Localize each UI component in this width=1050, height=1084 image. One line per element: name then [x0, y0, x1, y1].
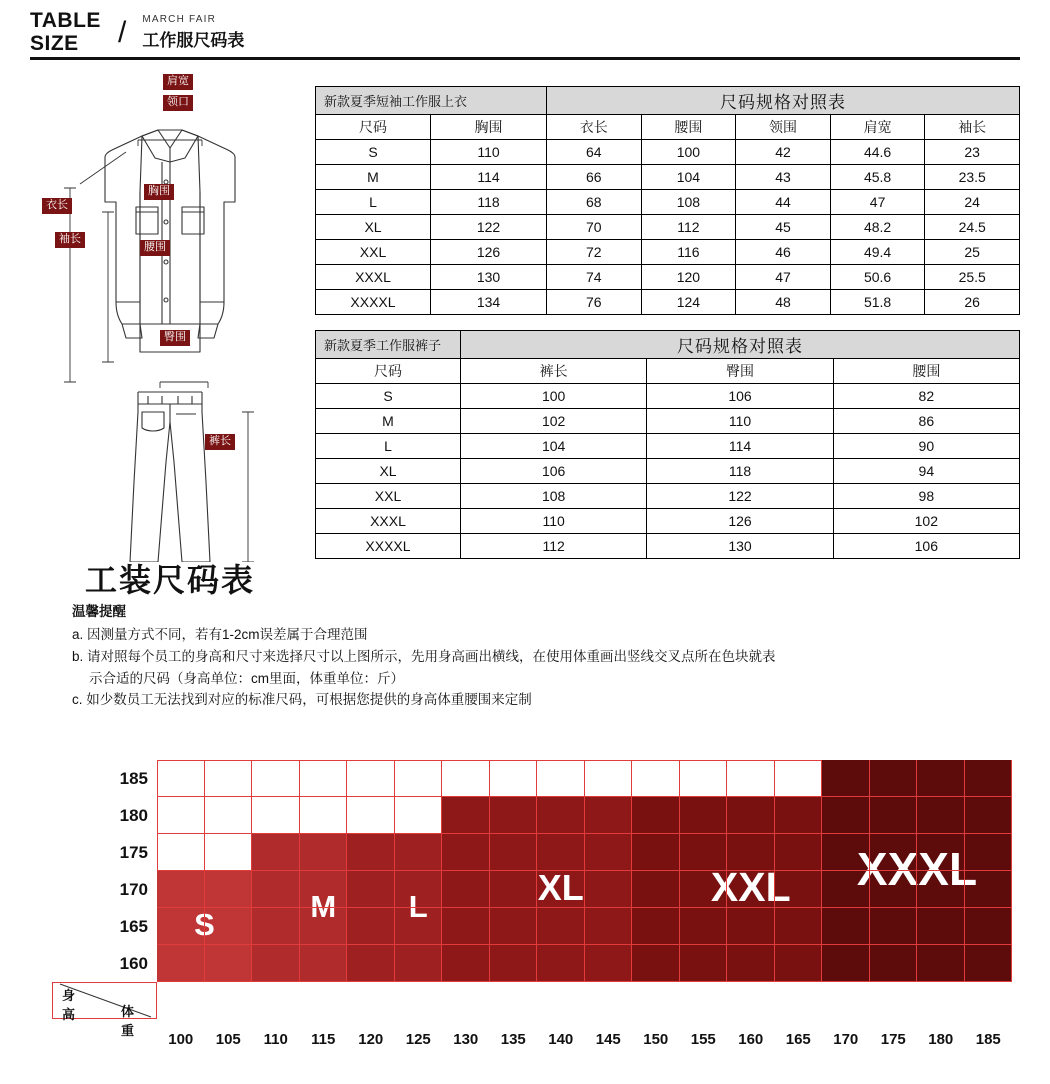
heatmap-cell [157, 871, 205, 908]
heatmap-cell [585, 760, 633, 797]
heatmap-cell [205, 945, 253, 982]
heatmap-cell [347, 760, 395, 797]
cell: 51.8 [830, 290, 925, 315]
cell: 48.2 [830, 215, 925, 240]
heatmap-x-label: 115 [311, 1031, 336, 1048]
heatmap-cell [632, 871, 680, 908]
heatmap-cell [585, 871, 633, 908]
heatmap-cell [632, 834, 680, 871]
heatmap-cell [727, 760, 775, 797]
heatmap-cell [870, 834, 918, 871]
heatmap-cell [775, 760, 823, 797]
cell: 130 [647, 534, 833, 559]
heatmap-cell [442, 797, 490, 834]
heatmap-y-label: 175 [119, 843, 148, 862]
brand-name: MARCH FAIR [142, 14, 217, 26]
pants-table-title-center: 尺码规格对照表 [461, 331, 1020, 359]
cell: 44 [736, 190, 831, 215]
cell: 48 [736, 290, 831, 315]
cell: 134 [431, 290, 547, 315]
cell: 23 [925, 140, 1020, 165]
heatmap-cell [300, 834, 348, 871]
heatmap-x-label: 135 [500, 1031, 526, 1048]
cell: 74 [547, 265, 642, 290]
heatmap-cell [775, 871, 823, 908]
corner-label-height: 身高 [62, 988, 76, 1022]
heatmap-cell [347, 797, 395, 834]
cell: 25.5 [925, 265, 1020, 290]
heatmap-cell [917, 945, 965, 982]
heatmap-cell [347, 945, 395, 982]
heatmap-cell [727, 871, 775, 908]
heatmap-cell [822, 834, 870, 871]
cell: 45.8 [830, 165, 925, 190]
header-title-line1: TABLE [30, 9, 101, 33]
heatmap-cell [822, 760, 870, 797]
heatmap-cell [205, 908, 253, 945]
cell: 98 [833, 484, 1019, 509]
page-title: 工作服尺码表 [142, 30, 245, 50]
heatmap-cell [252, 760, 300, 797]
heatmap-cell [442, 871, 490, 908]
heatmap-cell [252, 797, 300, 834]
section-title: 工装尺码表 [85, 562, 256, 598]
notes-block [72, 601, 972, 711]
heatmap-y-label: 185 [119, 769, 148, 788]
heatmap-cell [252, 834, 300, 871]
table-row [316, 534, 1020, 559]
cell: 102 [833, 509, 1019, 534]
heatmap-cell [395, 834, 443, 871]
heatmap-label-s: S [194, 907, 215, 943]
cell: 47 [830, 190, 925, 215]
cell: XL [316, 459, 461, 484]
heatmap-cell [680, 945, 728, 982]
heatmap-cell [490, 834, 538, 871]
pants-table-title-row [316, 331, 1020, 359]
heatmap-x-label: 175 [880, 1031, 906, 1048]
cell: L [316, 434, 461, 459]
heatmap-cell [537, 760, 585, 797]
heatmap-cell [822, 797, 870, 834]
heatmap-cell [157, 797, 205, 834]
jacket-table-header [316, 115, 1020, 140]
heatmap-x-label: 180 [928, 1031, 954, 1048]
cell: 108 [461, 484, 647, 509]
heatmap-label-m: M [310, 888, 337, 924]
label-sleeve-length: 袖长 [55, 232, 85, 248]
heatmap-cell [300, 945, 348, 982]
pants-table-title-left: 新款夏季工作服裤子 [316, 331, 461, 359]
note-b-line1: b. 请对照每个员工的身高和尺寸来选择尺寸以上图所示，先用身高画出横线，在使用体重画出竖线交叉点所在色块就表 [72, 648, 776, 664]
heatmap-cell [490, 797, 538, 834]
cell: 94 [833, 459, 1019, 484]
cell: 68 [547, 190, 642, 215]
heatmap-cell [252, 871, 300, 908]
cell: 104 [641, 165, 736, 190]
heatmap-cell [537, 797, 585, 834]
note-a: a. 因测量方式不同，若有1-2cm误差属于合理范围 [72, 626, 368, 642]
heatmap-cell [822, 908, 870, 945]
heatmap-cell [347, 871, 395, 908]
heatmap-cell [395, 945, 443, 982]
notes-title: 温馨提醒 [72, 604, 126, 619]
table-row [316, 434, 1020, 459]
heatmap-y-label: 165 [119, 917, 148, 936]
heatmap-y-label: 180 [119, 806, 148, 825]
heatmap-cell [537, 945, 585, 982]
label-hip: 臀围 [160, 330, 190, 346]
heatmap-cell [917, 760, 965, 797]
heatmap-cell [157, 760, 205, 797]
heatmap-x-label: 165 [785, 1031, 811, 1048]
heatmap-cell [632, 797, 680, 834]
heatmap-label-xl: XL [537, 866, 584, 908]
cell: 45 [736, 215, 831, 240]
cell: 90 [833, 434, 1019, 459]
heatmap-cell [965, 797, 1013, 834]
cell: 25 [925, 240, 1020, 265]
heatmap-cell [965, 871, 1013, 908]
jacket-col-5: 肩宽 [830, 115, 925, 140]
heatmap-cell [917, 908, 965, 945]
heatmap-cell [300, 908, 348, 945]
heatmap-cell [442, 760, 490, 797]
cell: 100 [461, 384, 647, 409]
heatmap-cell [300, 871, 348, 908]
pants-table [315, 330, 1020, 559]
jacket-col-1: 胸围 [431, 115, 547, 140]
heatmap-cell [680, 871, 728, 908]
heatmap-cell [965, 945, 1013, 982]
heatmap-cell [157, 945, 205, 982]
cell: 64 [547, 140, 642, 165]
heatmap-cell [680, 760, 728, 797]
heatmap-cell [395, 908, 443, 945]
table-row [316, 459, 1020, 484]
cell: 43 [736, 165, 831, 190]
heatmap-cell [395, 871, 443, 908]
heatmap-cell [347, 908, 395, 945]
table-row [316, 240, 1020, 265]
pants-col-1: 裤长 [461, 359, 647, 384]
cell: XXL [316, 484, 461, 509]
cell: 82 [833, 384, 1019, 409]
heatmap-cell [822, 945, 870, 982]
table-row [316, 509, 1020, 534]
heatmap-cell [775, 797, 823, 834]
cell: 86 [833, 409, 1019, 434]
cell: XXL [316, 240, 431, 265]
jacket-col-6: 袖长 [925, 115, 1020, 140]
header-brand-block [142, 14, 244, 51]
heatmap-cell [537, 834, 585, 871]
cell: 26 [925, 290, 1020, 315]
heatmap-label-xxxl: XXXL [856, 842, 978, 895]
heatmap-cell [205, 834, 253, 871]
heatmap-x-label: 155 [690, 1031, 716, 1048]
heatmap-cell [822, 871, 870, 908]
heatmap-cell [537, 908, 585, 945]
size-heatmap-chart [52, 760, 1020, 1050]
cell: 42 [736, 140, 831, 165]
table-row [316, 140, 1020, 165]
cell: 104 [461, 434, 647, 459]
cell: M [316, 409, 461, 434]
cell: L [316, 190, 431, 215]
cell: 24 [925, 190, 1020, 215]
heatmap-x-label: 170 [833, 1031, 859, 1048]
jacket-col-4: 领围 [736, 115, 831, 140]
cell: M [316, 165, 431, 190]
jacket-table-title-center: 尺码规格对照表 [547, 87, 1020, 115]
cell: 100 [641, 140, 736, 165]
cell: 114 [647, 434, 833, 459]
heatmap-x-label: 185 [975, 1031, 1001, 1048]
cell: 76 [547, 290, 642, 315]
heatmap-cell [965, 760, 1013, 797]
heatmap-cell [965, 834, 1013, 871]
header-slash: / [118, 15, 127, 49]
cell: 124 [641, 290, 736, 315]
table-row [316, 215, 1020, 240]
heatmap-cell [490, 908, 538, 945]
cell: 102 [461, 409, 647, 434]
heatmap-x-label: 145 [595, 1031, 621, 1048]
cell: 112 [641, 215, 736, 240]
heatmap-cell [442, 834, 490, 871]
jacket-size-table [315, 86, 1020, 315]
heatmap-cell [585, 908, 633, 945]
heatmap-x-label: 150 [643, 1031, 669, 1048]
heatmap-cell [252, 945, 300, 982]
heatmap-cell [490, 760, 538, 797]
heatmap-cell [585, 797, 633, 834]
label-pant-length: 裤长 [205, 434, 235, 450]
heatmap-cell [395, 760, 443, 797]
garment-illustration [30, 62, 300, 562]
heatmap-cell [205, 797, 253, 834]
cell: 66 [547, 165, 642, 190]
heatmap-cell [442, 908, 490, 945]
heatmap-cell [632, 908, 680, 945]
jacket-table-title-row [316, 87, 1020, 115]
pants-col-3: 腰围 [833, 359, 1019, 384]
pants-table-header [316, 359, 1020, 384]
cell: 122 [647, 484, 833, 509]
note-c: c. 如少数员工无法找到对应的标准尺码，可根据您提供的身高体重腰围来定制 [72, 692, 532, 708]
heatmap-label-l: L [408, 888, 428, 924]
cell: 50.6 [830, 265, 925, 290]
label-waist: 腰围 [140, 240, 170, 256]
cell: 106 [647, 384, 833, 409]
heatmap-cell [157, 834, 205, 871]
cell: 110 [647, 409, 833, 434]
cell: 126 [431, 240, 547, 265]
heatmap-cell [917, 834, 965, 871]
heatmap-cell [727, 945, 775, 982]
heatmap-x-label: 125 [405, 1031, 431, 1048]
cell: XXXL [316, 509, 461, 534]
heatmap-cell [775, 834, 823, 871]
cell: 106 [461, 459, 647, 484]
cell: 46 [736, 240, 831, 265]
jacket-col-3: 腰围 [641, 115, 736, 140]
heatmap-cell [680, 834, 728, 871]
corner-label-weight: 体重 [121, 1004, 135, 1038]
heatmap-cell [252, 908, 300, 945]
heatmap-cell [917, 871, 965, 908]
heatmap-cell [870, 871, 918, 908]
heatmap-cell [870, 760, 918, 797]
heatmap-x-label: 140 [548, 1031, 574, 1048]
heatmap-y-label: 160 [119, 954, 148, 973]
cell: 130 [431, 265, 547, 290]
heatmap-cell [870, 797, 918, 834]
cell: XXXL [316, 265, 431, 290]
pants-size-table [315, 330, 1020, 559]
header-title-en [30, 10, 114, 54]
table-row [316, 409, 1020, 434]
jacket-col-0: 尺码 [316, 115, 431, 140]
label-collar: 领口 [163, 95, 193, 111]
cell: S [316, 140, 431, 165]
heatmap-cell [870, 945, 918, 982]
cell: 108 [641, 190, 736, 215]
cell: 24.5 [925, 215, 1020, 240]
label-chest: 胸围 [144, 184, 174, 200]
heatmap-x-label: 120 [358, 1031, 384, 1048]
cell: 72 [547, 240, 642, 265]
heatmap-cell [300, 760, 348, 797]
heatmap-cell [680, 908, 728, 945]
cell: 110 [461, 509, 647, 534]
cell: 126 [647, 509, 833, 534]
heatmap-cell [442, 945, 490, 982]
jacket-table [315, 86, 1020, 315]
heatmap-cell [870, 908, 918, 945]
cell: 112 [461, 534, 647, 559]
label-coat-length: 衣长 [42, 198, 72, 214]
cell: 118 [647, 459, 833, 484]
garment-diagram [30, 62, 300, 552]
cell: XL [316, 215, 431, 240]
heatmap-cell [632, 945, 680, 982]
heatmap-cell [775, 908, 823, 945]
label-shoulder-width: 肩宽 [163, 74, 193, 90]
page-header [30, 8, 1020, 60]
heatmap-x-label: 110 [263, 1031, 288, 1048]
cell: XXXXL [316, 534, 461, 559]
jacket-col-2: 衣长 [547, 115, 642, 140]
cell: 70 [547, 215, 642, 240]
heatmap-cell [727, 908, 775, 945]
heatmap-cell [537, 871, 585, 908]
cell: XXXXL [316, 290, 431, 315]
pants-col-0: 尺码 [316, 359, 461, 384]
cell: 49.4 [830, 240, 925, 265]
table-row [316, 165, 1020, 190]
cell: 122 [431, 215, 547, 240]
heatmap-cell [205, 760, 253, 797]
cell: 114 [431, 165, 547, 190]
heatmap-x-label: 160 [738, 1031, 764, 1048]
heatmap-x-label: 100 [168, 1031, 194, 1048]
table-row [316, 265, 1020, 290]
heatmap-cell [632, 760, 680, 797]
table-row [316, 290, 1020, 315]
heatmap-cell [347, 834, 395, 871]
heatmap-cell [727, 797, 775, 834]
heatmap-cell [680, 797, 728, 834]
heatmap-cell [490, 871, 538, 908]
heatmap-cell [965, 908, 1013, 945]
cell: 120 [641, 265, 736, 290]
cell: 23.5 [925, 165, 1020, 190]
pants-col-2: 臀围 [647, 359, 833, 384]
cell: 47 [736, 265, 831, 290]
jacket-table-title-left: 新款夏季短袖工作服上衣 [316, 87, 547, 115]
heatmap-cell [205, 871, 253, 908]
cell: 110 [431, 140, 547, 165]
heatmap-label-xxl: XXL [710, 863, 791, 910]
heatmap-cell [395, 797, 443, 834]
heatmap-cell [775, 945, 823, 982]
table-row [316, 384, 1020, 409]
heatmap-x-label: 130 [453, 1031, 479, 1048]
heatmap-y-label: 170 [119, 880, 148, 899]
table-row [316, 484, 1020, 509]
note-b-line2: 示合适的尺码（身高单位：cm里面，体重单位：斤） [89, 670, 404, 686]
heatmap-cell [300, 797, 348, 834]
cell: 44.6 [830, 140, 925, 165]
cell: 106 [833, 534, 1019, 559]
heatmap-cell [157, 908, 205, 945]
table-row [316, 190, 1020, 215]
heatmap-cell [727, 834, 775, 871]
heatmap-cell [490, 945, 538, 982]
cell: 118 [431, 190, 547, 215]
heatmap-cell [585, 945, 633, 982]
cell: 116 [641, 240, 736, 265]
heatmap-cell [917, 797, 965, 834]
heatmap-x-label: 105 [215, 1031, 241, 1048]
header-title-line2: SIZE [30, 31, 79, 55]
heatmap-cell [585, 834, 633, 871]
cell: S [316, 384, 461, 409]
